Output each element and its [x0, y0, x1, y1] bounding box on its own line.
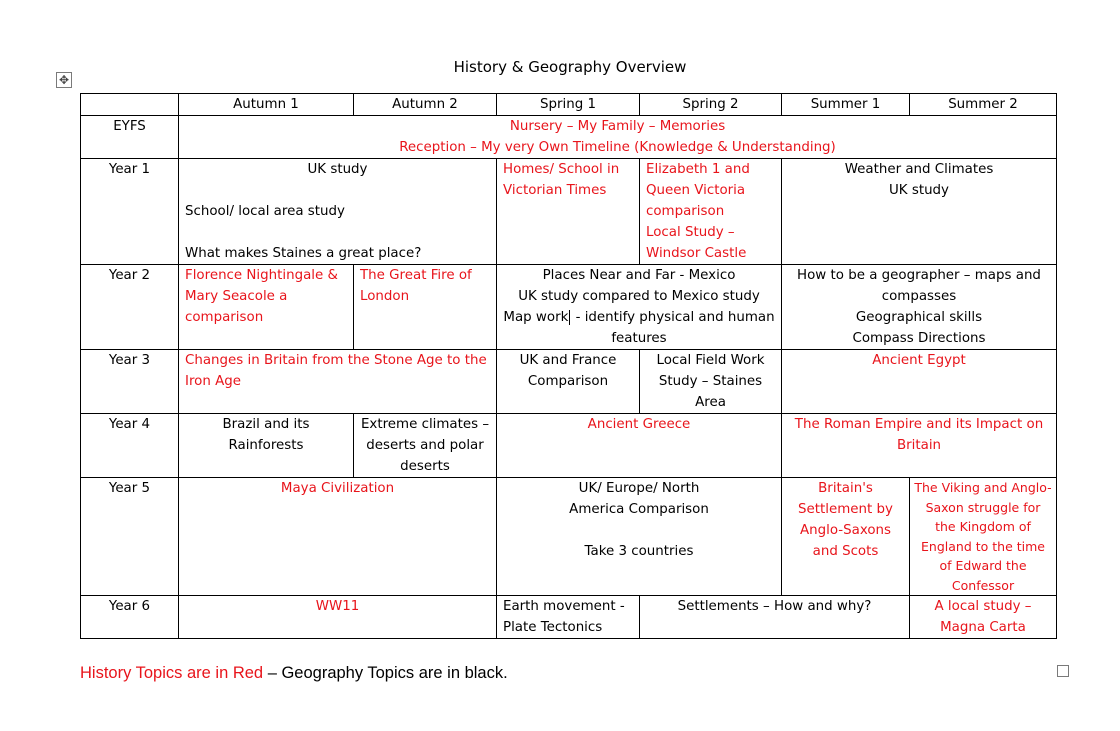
- overview-table: [80, 93, 1057, 639]
- year-2-spring-line-3: [503, 307, 775, 349]
- year-2-spring-line-2: UK study compared to Mexico study: [518, 289, 760, 304]
- row-label-year-1: Year 1: [81, 159, 179, 265]
- year-5-spring-line-1: UK/ Europe/ North America Comparison: [569, 481, 709, 517]
- year-4-autumn-2: Extreme climates – deserts and polar deserts: [354, 414, 497, 478]
- year-1-autumn-line-2: What makes Staines a great place?: [185, 246, 422, 261]
- header-summer-2: Summer 2: [910, 94, 1057, 116]
- table-row-year-4: [81, 414, 1057, 478]
- header-summer-1: Summer 1: [782, 94, 910, 116]
- year-2-summer-line-1: How to be a geographer – maps and compasses: [797, 268, 1041, 304]
- header-corner: [81, 94, 179, 116]
- year-4-autumn-1-text: Brazil and its Rainforests: [222, 417, 310, 453]
- year-5-summer-2: The Viking and Anglo-Saxon struggle for the Kingdom of England to the time of Edward the Confessor: [910, 478, 1057, 596]
- year-3-spring-1: UK and France Comparison: [497, 350, 640, 414]
- row-label-year-6: Year 6: [81, 596, 179, 639]
- table-row-year-5: [81, 478, 1057, 596]
- table-row-eyfs: [81, 116, 1057, 159]
- year-6-spring-1: Earth movement -Plate Tectonics: [497, 596, 640, 639]
- year-1-spring-2-local-study: Local Study – Windsor Castle: [646, 225, 747, 261]
- legend-note: [80, 664, 508, 683]
- year-3-spring-2: Local Field Work Study – Staines Area: [640, 350, 782, 414]
- table-row-year-3: [81, 350, 1057, 414]
- table-row-year-2: [81, 265, 1057, 350]
- year-5-spring: [497, 478, 782, 596]
- year-2-summer: [782, 265, 1057, 350]
- year-2-summer-line-2: Geographical skills: [855, 310, 983, 325]
- year-2-map-work-detail: - identify physical and human features: [571, 310, 775, 346]
- year-1-autumn-line-1: School/ local area study: [185, 204, 345, 219]
- year-6-summer-2: A local study – Magna Carta: [910, 596, 1057, 639]
- year-2-autumn-2: The Great Fire of London: [354, 265, 497, 350]
- header-autumn-1: Autumn 1: [179, 94, 354, 116]
- year-2-spring-line-1: Places Near and Far - Mexico: [542, 268, 736, 283]
- year-4-spring: Ancient Greece: [497, 414, 782, 478]
- year-2-spring: [497, 265, 782, 350]
- eyfs-topics: [179, 116, 1057, 159]
- eyfs-nursery: Nursery – My Family – Memories: [509, 119, 726, 134]
- table-row-year-6: [81, 596, 1057, 639]
- eyfs-reception: Reception – My very Own Timeline (Knowledge & Understanding): [399, 140, 836, 155]
- header-spring-1: Spring 1: [497, 94, 640, 116]
- year-1-summer-line-2: UK study: [889, 183, 949, 198]
- year-1-autumn: [179, 159, 497, 265]
- year-1-autumn-title: UK study: [307, 162, 368, 177]
- year-6-autumn: WW11: [179, 596, 497, 639]
- table-header-row: [81, 94, 1057, 116]
- year-1-summer: [782, 159, 1057, 265]
- row-label-year-5: Year 5: [81, 478, 179, 596]
- year-5-summer-1: Britain's Settlement by Anglo-Saxons and Scots: [782, 478, 910, 596]
- year-5-spring-line-2: Take 3 countries: [584, 544, 694, 559]
- year-3-autumn: Changes in Britain from the Stone Age to the Iron Age: [179, 350, 497, 414]
- legend-history: History Topics are in Red: [80, 664, 264, 682]
- row-label-year-2: Year 2: [81, 265, 179, 350]
- header-spring-2: Spring 2: [640, 94, 782, 116]
- year-2-map-work: Map work: [503, 310, 569, 325]
- year-6-spring-summer: Settlements – How and why?: [640, 596, 910, 639]
- year-1-summer-line-1: Weather and Climates: [844, 162, 994, 177]
- year-5-autumn: Maya Civilization: [179, 478, 497, 596]
- year-4-autumn-1: [179, 414, 354, 478]
- row-label-eyfs: EYFS: [81, 116, 179, 159]
- year-1-spring-2: [640, 159, 782, 265]
- table-resize-handle[interactable]: [1057, 665, 1069, 677]
- year-1-spring-1: Homes/ School in Victorian Times: [497, 159, 640, 265]
- year-2-autumn-1: Florence Nightingale & Mary Seacole a comparison: [179, 265, 354, 350]
- year-1-spring-2-comparison: Elizabeth 1 and Queen Victoria comparison: [646, 162, 750, 219]
- page-title: History & Geography Overview: [453, 58, 687, 76]
- row-label-year-4: Year 4: [81, 414, 179, 478]
- table-row-year-1: [81, 159, 1057, 265]
- year-4-summer: The Roman Empire and its Impact on Britain: [782, 414, 1057, 478]
- year-3-summer: Ancient Egypt: [782, 350, 1057, 414]
- table-move-handle-icon[interactable]: ✥: [56, 72, 72, 88]
- header-autumn-2: Autumn 2: [354, 94, 497, 116]
- legend-geography: – Geography Topics are in black.: [263, 664, 508, 682]
- year-2-summer-line-3: Compass Directions: [852, 331, 986, 346]
- row-label-year-3: Year 3: [81, 350, 179, 414]
